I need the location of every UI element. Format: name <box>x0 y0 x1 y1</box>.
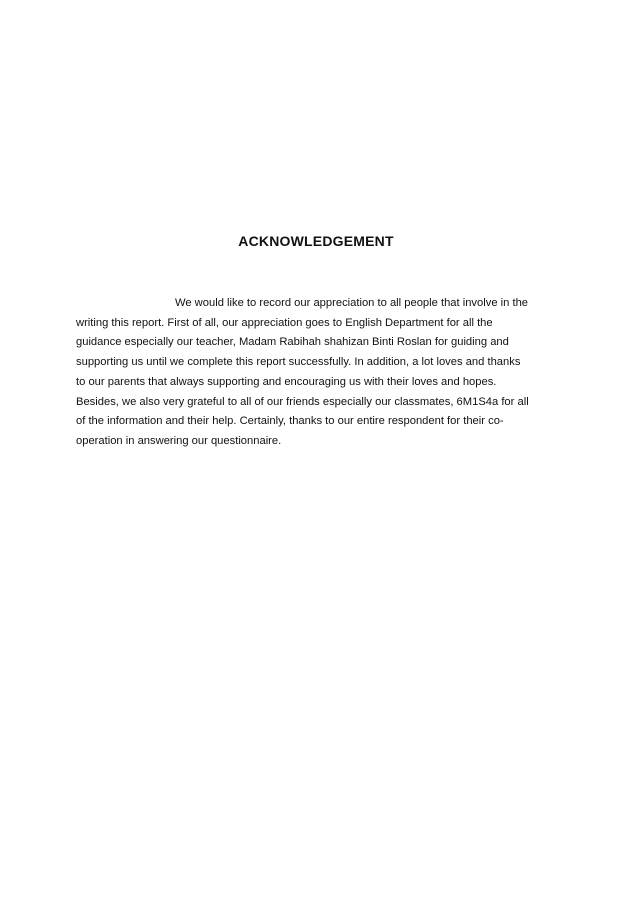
paragraph-line-7: of the information and their help. Certainly, thanks to our entire respondent for their co- <box>76 415 504 428</box>
paragraph-line-3: guidance especially our teacher, Madam Rabihah shahizan Binti Roslan for guiding and <box>76 336 509 349</box>
page-title: ACKNOWLEDGEMENT <box>238 233 394 249</box>
paragraph-line-5: to our parents that always supporting and encouraging us with their loves and hopes. <box>76 375 497 388</box>
paragraph-line-2: writing this report. First of all, our appreciation goes to English Department for all the <box>76 316 493 329</box>
paragraph-line-1: We would like to record our appreciation to all people that involve in the <box>175 297 529 309</box>
paragraph-line-4: supporting us until we complete this report successfully. In addition, a lot loves and thanks <box>76 356 521 369</box>
acknowledgement-paragraph <box>76 294 562 452</box>
paragraph-line-6: Besides, we also very grateful to all of our friends especially our classmates, 6M1S4a for all <box>76 395 529 408</box>
paragraph-line-8: operation in answering our questionnaire. <box>76 434 282 447</box>
